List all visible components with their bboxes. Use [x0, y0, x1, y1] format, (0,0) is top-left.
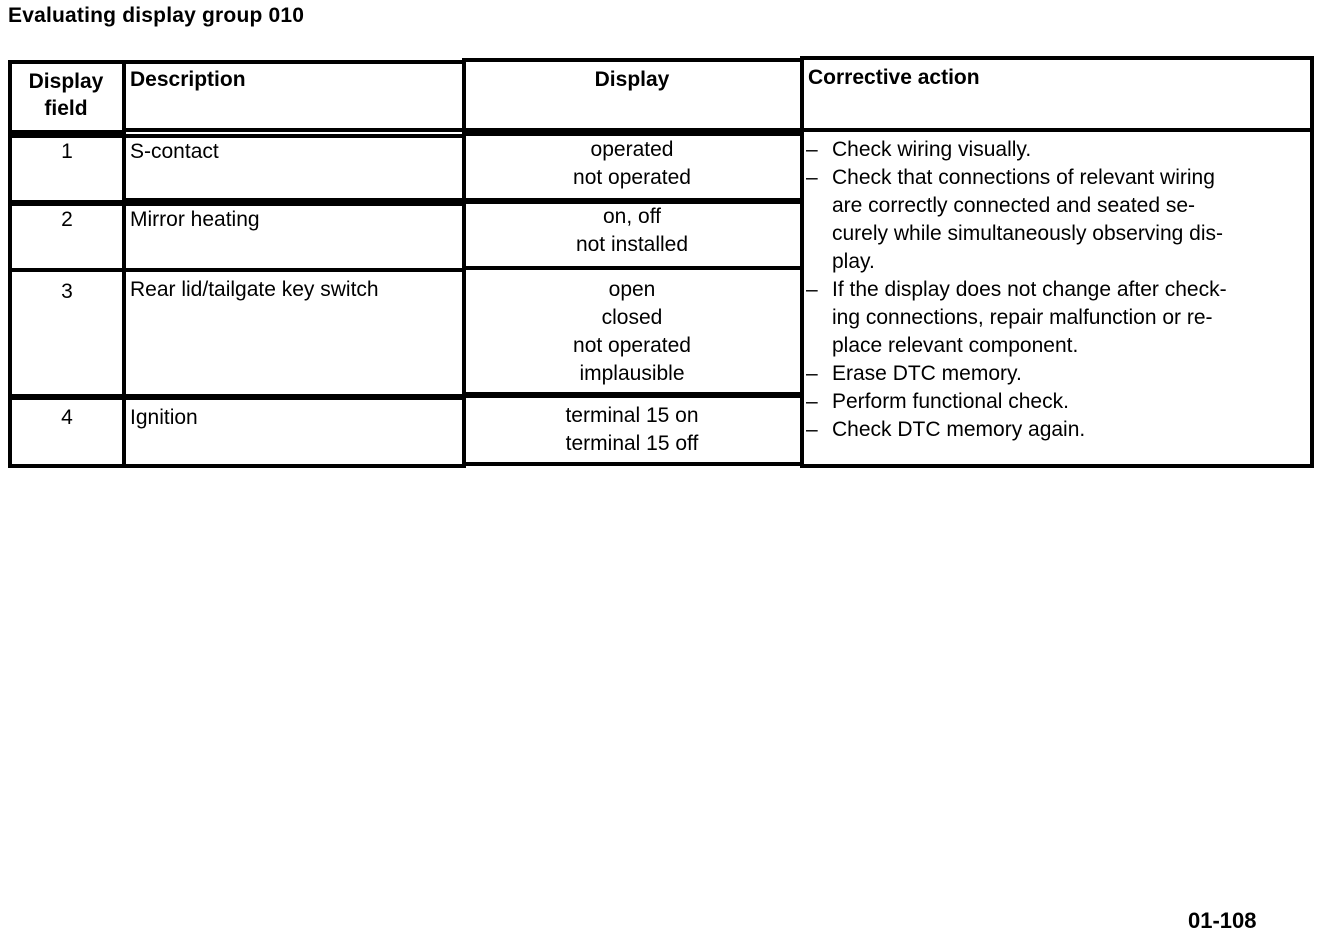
row-1-field: 1 — [61, 140, 73, 163]
action-line: Check DTC memory again. — [832, 418, 1086, 441]
row-3-display-value: not operated — [573, 334, 691, 357]
row-3-display — [466, 276, 798, 388]
row-4-display-value: terminal 15 on — [565, 404, 699, 427]
dash-bullet: – — [806, 166, 818, 189]
corrective-action-list — [806, 136, 1306, 444]
action-line: are correctly connected and seated se- — [832, 194, 1196, 217]
row-2-field: 2 — [61, 208, 73, 231]
action-line: Erase DTC memory. — [832, 362, 1022, 385]
row-1-description: S-contact — [130, 140, 219, 163]
dash-bullet: – — [806, 138, 818, 161]
action-line: Check wiring visually. — [832, 138, 1032, 161]
row-2-display-value: on, off — [603, 205, 661, 228]
row-3-description: Rear lid/tailgate key switch — [130, 278, 379, 301]
action-item — [806, 388, 1306, 416]
dash-bullet: – — [806, 278, 818, 301]
action-line: Check that connections of relevant wiring — [832, 166, 1215, 189]
action-item — [806, 416, 1306, 444]
action-line: Perform functional check. — [832, 390, 1069, 413]
row-3-display-value: closed — [601, 306, 663, 329]
row-2-description: Mirror heating — [130, 208, 260, 231]
row-3-display-value: implausible — [579, 362, 685, 385]
dash-bullet: – — [806, 362, 818, 385]
page-title: Evaluating display group 010 — [8, 4, 305, 27]
header-action-label: Corrective action — [808, 66, 980, 89]
action-item — [806, 136, 1306, 164]
header-field-label — [14, 68, 118, 122]
action-item — [806, 360, 1306, 388]
dash-bullet: – — [806, 390, 818, 413]
action-line: play. — [832, 250, 875, 273]
action-line: ing connections, repair malfunction or re- — [832, 306, 1213, 329]
row-3-display-value: open — [608, 278, 656, 301]
action-line: curely while simultaneously observing dis- — [832, 222, 1224, 245]
row-3-field: 3 — [61, 280, 73, 303]
header-description-label: Description — [130, 68, 246, 91]
page-number: 01-108 — [1188, 908, 1257, 933]
action-line: place relevant component. — [832, 334, 1079, 357]
action-line: If the display does not change after check- — [832, 278, 1227, 301]
row-1-display — [466, 136, 798, 192]
row-4-display — [466, 402, 798, 458]
row-2-display-value: not installed — [575, 233, 689, 256]
action-item — [806, 276, 1306, 360]
row-4-display-value: terminal 15 off — [565, 432, 699, 455]
row-4-field: 4 — [61, 406, 73, 429]
row-4-description: Ignition — [130, 406, 198, 429]
row-1-display-value: operated — [590, 138, 674, 161]
header-field-text: Display field — [28, 70, 104, 120]
action-item — [806, 164, 1306, 276]
row-1-display-value: not operated — [573, 166, 691, 189]
header-display-label: Display — [594, 68, 670, 91]
row-2-display — [466, 203, 798, 259]
dash-bullet: – — [806, 418, 818, 441]
